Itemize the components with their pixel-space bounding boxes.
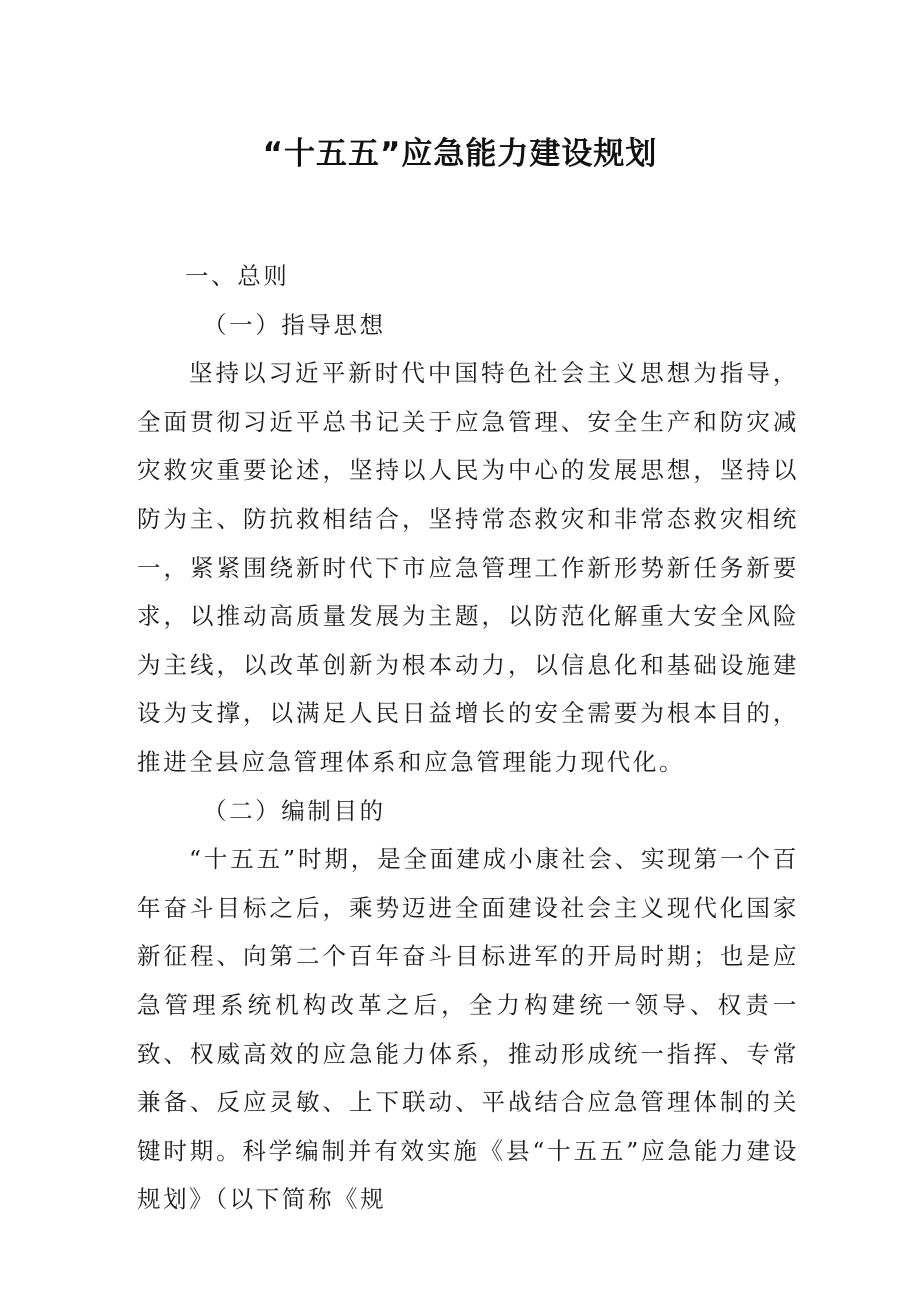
paragraph-purpose: “十五五”时期，是全面建成小康社会、实现第一个百年奋斗目标之后，乘势迈进全面建设社会主义现代化国家新征程、向第二个百年奋斗目标进军的开局时期；也是应急管理系统机构改革之后，全力构建统一领导、权责一致、权威高效的应急能力体系，推动形成统一指挥、专常兼备、反应灵敏、上下联动、平战结合应急管理体制的关键时期。科学编制并有效实施《县“十五五”应急能力建设规划》（以下简称《规 bbox=[137, 845, 799, 1214]
subsection-heading-guiding-ideology: （一）指导思想 bbox=[203, 310, 386, 339]
subsection-heading-purpose: （二）编制目的 bbox=[203, 796, 386, 825]
document-body bbox=[137, 252, 799, 1224]
paragraph-guiding-ideology: 坚持以习近平新时代中国特色社会主义思想为指导，全面贯彻习近平总书记关于应急管理、安全生产和防灾减灾救灾重要论述，坚持以人民为中心的发展思想，坚持以防为主、防抗救相结合，坚持常态救灾和非常态救灾相统一，紧紧围绕新时代下市应急管理工作新形势新任务新要求，以推动高质量发展为主题，以防范化解重大安全风险为主线，以改革创新为根本动力，以信息化和基础设施建设为支撑，以满足人民日益增长的安全需要为根本目的，推进全县应急管理体系和应急管理能力现代化。 bbox=[137, 359, 799, 776]
document-title: “十五五”应急能力建设规划 bbox=[262, 136, 658, 172]
section-heading-general: 一、总则 bbox=[185, 262, 290, 290]
